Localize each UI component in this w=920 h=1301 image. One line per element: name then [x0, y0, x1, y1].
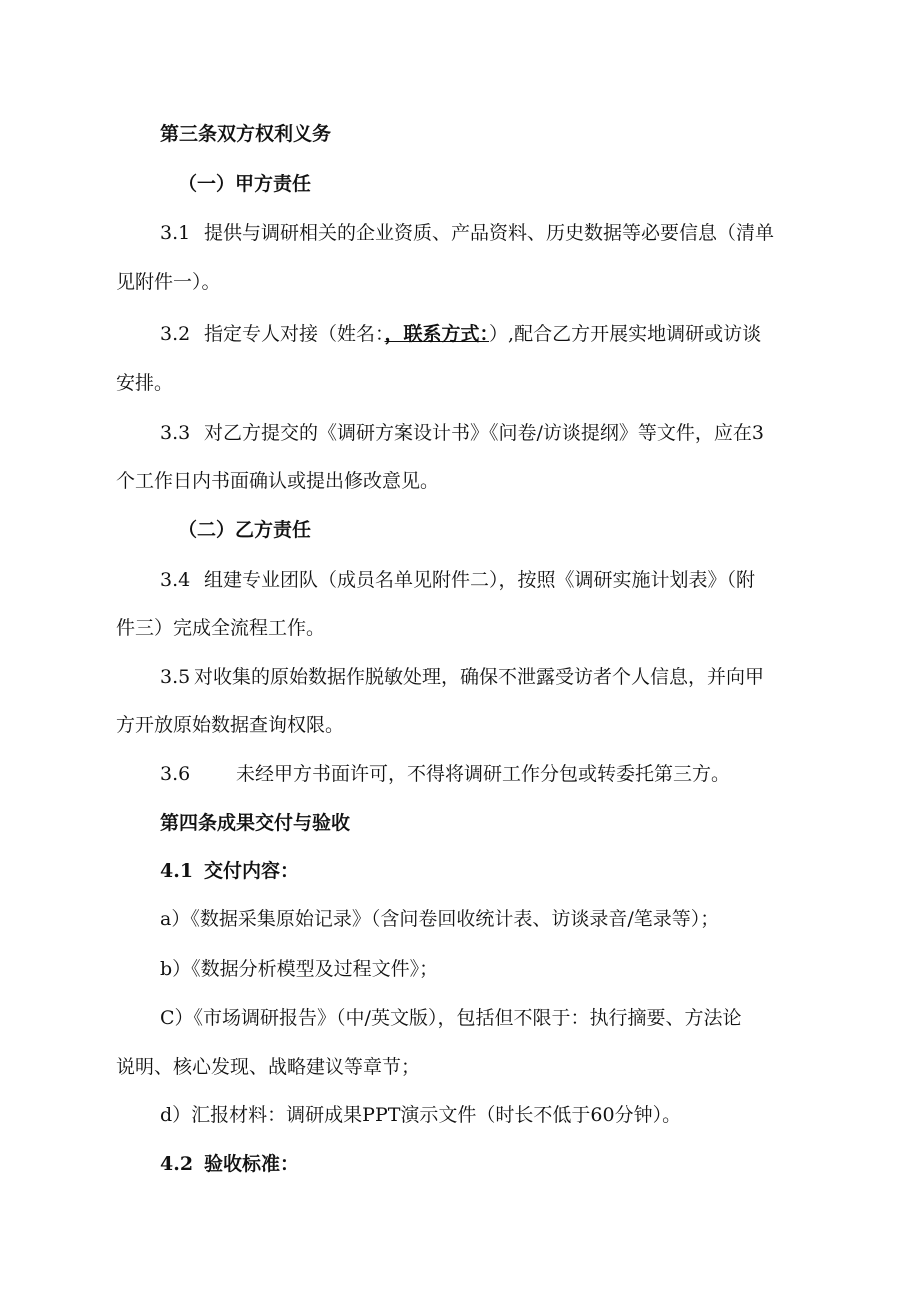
clause-number: 3.5: [160, 666, 191, 688]
clause-3-5-cont: 方开放原始数据查询权限。: [116, 714, 345, 736]
clause-text: 对收集的原始数据作脱敏处理，确保不泄露受访者个人信息，并向甲: [194, 666, 765, 688]
clause-number: 3.2: [160, 323, 191, 345]
article-4-title: 第四条成果交付与验收: [160, 812, 351, 834]
deliverable-b: b）《数据分析模型及过程文件》；: [160, 958, 439, 980]
party-a-heading: （一）甲方责任: [178, 173, 312, 195]
clause-3-3: [160, 421, 764, 445]
contact-field: ，联系方式：: [384, 323, 490, 345]
clause-3-4: [160, 568, 755, 592]
clause-3-1: [160, 221, 774, 245]
article-3-title: 第三条双方权利义务: [160, 123, 332, 145]
clause-label: 交付内容：: [204, 860, 300, 882]
party-b-heading: （二）乙方责任: [178, 519, 312, 541]
deliverable-a: a）《数据采集原始记录》（含问卷回收统计表、访谈录音/笔录等）；: [160, 908, 720, 930]
clause-3-4-cont: 件三）完成全流程工作。: [116, 617, 326, 639]
clause-text-pre: 指定专人对接（姓名：: [204, 323, 385, 345]
clause-number: 3.3: [160, 422, 191, 444]
clause-number: 4.1: [160, 860, 194, 882]
clause-4-1: [160, 859, 299, 883]
clause-number: 3.1: [160, 222, 191, 244]
clause-4-2: [160, 1152, 299, 1176]
clause-number: 4.2: [160, 1153, 194, 1175]
clause-number: 3.6: [160, 763, 191, 785]
clause-number: 3.4: [160, 569, 191, 591]
deliverable-c-cont: 说明、核心发现、战略建议等章节；: [116, 1056, 421, 1078]
clause-3-2-cont: 安排。: [116, 372, 174, 394]
clause-3-3-cont: 个工作日内书面确认或提出修改意见。: [116, 470, 440, 492]
clause-text: 对乙方提交的《调研方案设计书》《问卷/访谈提纲》等文件，应在3: [204, 422, 764, 444]
clause-3-1-cont: 见附件一）。: [116, 271, 221, 293]
clause-3-6: [160, 762, 730, 786]
clause-label: 验收标准：: [204, 1153, 300, 1175]
clause-3-5: [160, 665, 764, 689]
clause-text: 未经甲方书面许可，不得将调研工作分包或转委托第三方。: [236, 763, 731, 785]
clause-3-2: [160, 322, 761, 346]
clause-text: 组建专业团队（成员名单见附件二），按照《调研实施计划表》（附: [204, 569, 756, 591]
clause-text: 提供与调研相关的企业资质、产品资料、历史数据等必要信息（清单: [204, 222, 775, 244]
clause-text-post: ）,配合乙方开展实地调研或访谈: [489, 323, 762, 345]
deliverable-c: C）《市场调研报告》（中/英文版），包括但不限于：执行摘要、方法论: [160, 1007, 742, 1029]
deliverable-d: d）汇报材料：调研成果PPT演示文件（时长不低于60分钟）。: [160, 1104, 682, 1126]
